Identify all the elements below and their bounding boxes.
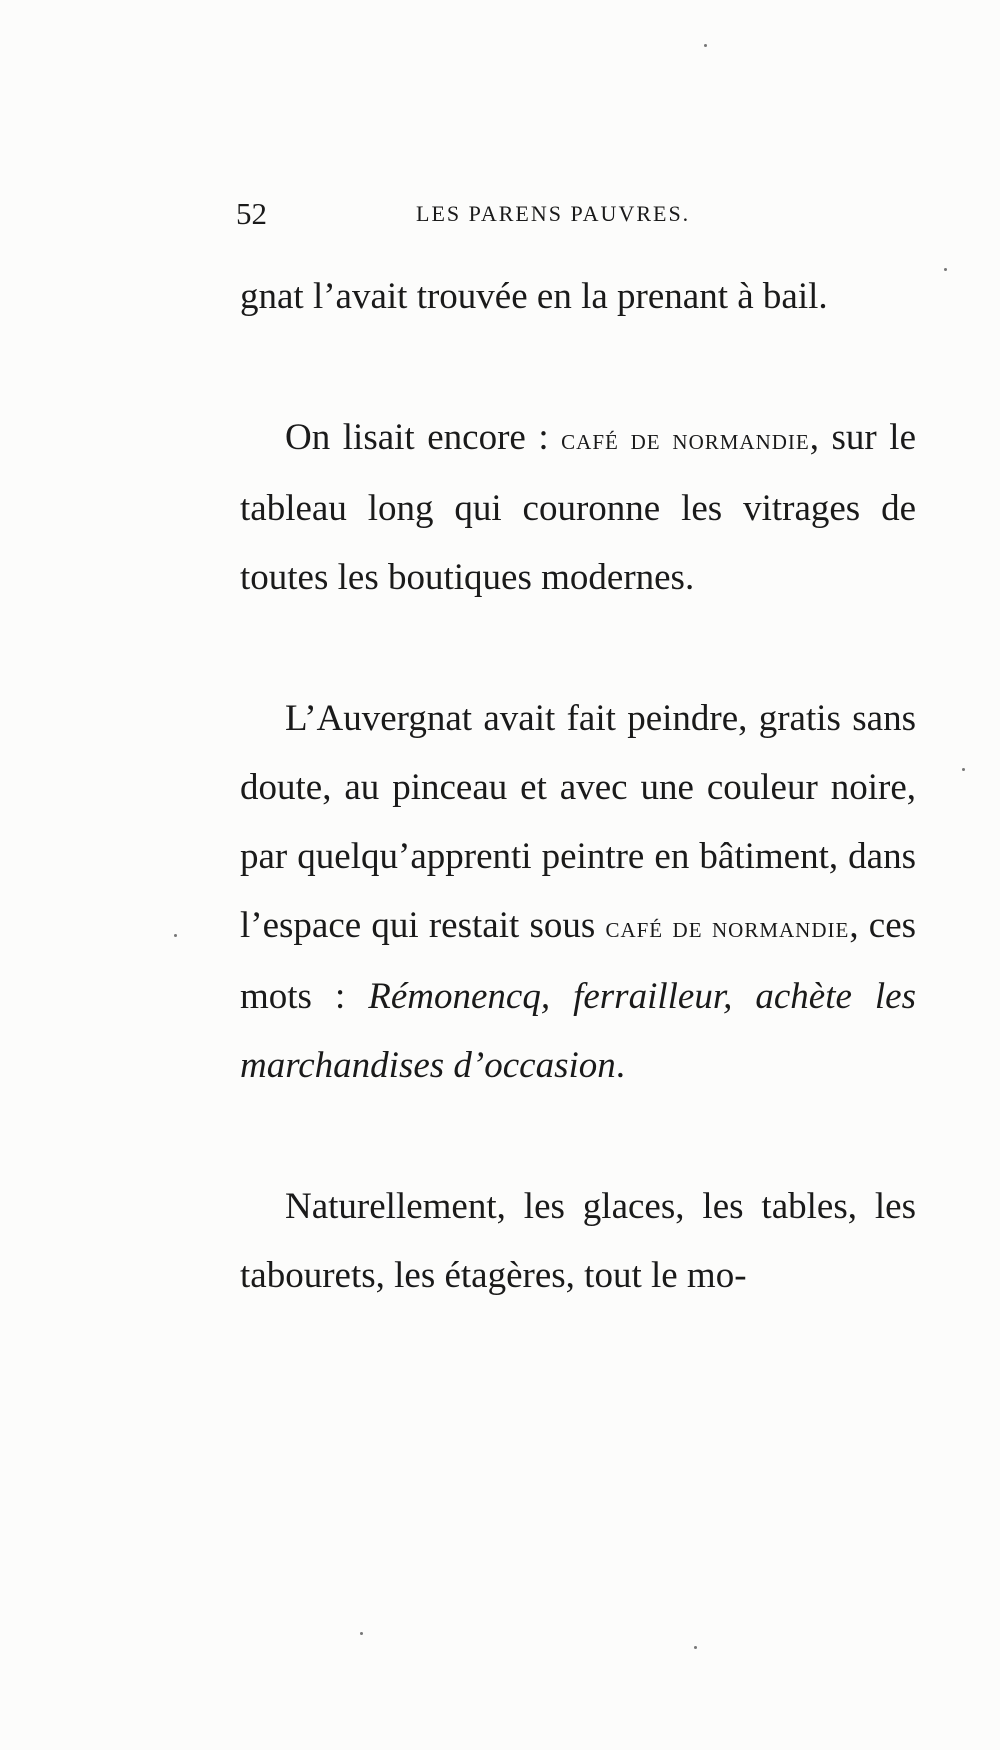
paper-speck xyxy=(360,1632,363,1635)
paper-speck xyxy=(174,934,177,937)
running-title: LES PARENS PAUVRES. xyxy=(416,201,691,226)
paragraph-gap xyxy=(240,331,916,403)
page-header xyxy=(236,192,742,236)
paragraph-3 xyxy=(240,684,916,1100)
paragraph-3-text-3: . xyxy=(615,1045,626,1086)
paper-speck xyxy=(704,44,707,47)
paragraph-2 xyxy=(240,403,916,612)
cafe-de-normandie-smallcaps: café de normandie xyxy=(605,911,850,944)
page-body xyxy=(240,262,916,1310)
paragraph-gap xyxy=(240,1100,916,1172)
paragraph-3-text-1: L’Auvergnat avait fait peindre, gratis sans doute, au pinceau et avec une couleur noire, par quelqu’apprenti peintre en bâtiment, dans l’espace qui restait sous xyxy=(240,698,916,946)
paragraph-2-text-1: On lisait encore : xyxy=(285,417,562,458)
paragraph-3-text-2: , ces mots : xyxy=(240,905,917,1017)
paragraph-2-text-2: , sur le tableau long qui couronne les vitrages de toutes les boutiques modernes. xyxy=(240,417,916,598)
shop-sign-italic: Rémonencq, ferrailleur, achète les marchandises d’occasion xyxy=(240,976,917,1086)
cafe-de-normandie-smallcaps: café de normandie xyxy=(561,423,810,456)
paragraph-4: Naturellement, les glaces, les tables, les tabourets, les étagères, tout le mo- xyxy=(240,1186,916,1296)
page-number: 52 xyxy=(236,196,267,231)
paper-speck xyxy=(962,768,965,771)
paragraph-gap xyxy=(240,612,916,684)
paragraph-1: gnat l’avait trouvée en la prenant à bail. xyxy=(240,276,828,317)
paper-speck xyxy=(944,268,947,271)
paper-speck xyxy=(694,1646,697,1649)
